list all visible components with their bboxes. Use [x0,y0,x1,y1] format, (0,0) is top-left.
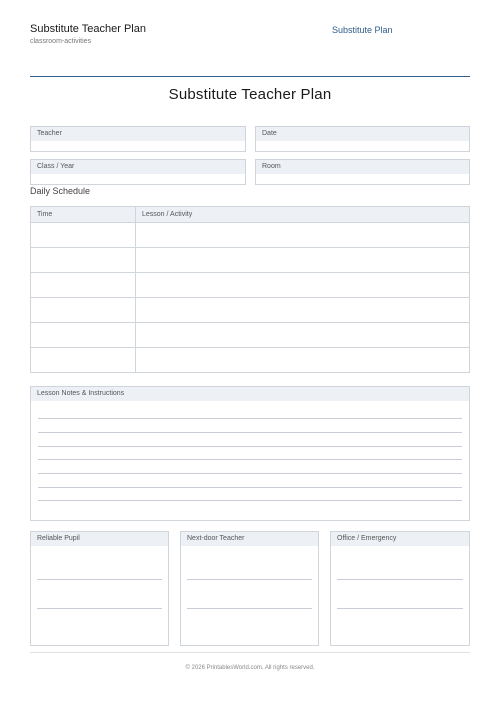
class-year-field-label: Class / Year [31,159,245,174]
room-field-label: Room [256,159,469,174]
schedule-row [31,273,470,298]
writing-line [38,432,462,433]
time-column-header: Time [31,207,136,223]
schedule-row [31,298,470,323]
writing-line [187,579,312,580]
time-cell[interactable] [31,248,136,273]
next-door-teacher-label: Next-door Teacher [181,532,318,546]
activity-cell[interactable] [136,298,470,323]
writing-line [337,608,463,609]
date-field-label: Date [256,126,469,141]
time-cell[interactable] [31,298,136,323]
site-title: Substitute Teacher Plan [30,23,146,35]
writing-line [38,500,462,501]
header-divider [30,76,470,77]
lesson-notes-label: Lesson Notes & Instructions [31,387,469,401]
reliable-pupil-card[interactable] [30,531,169,646]
category-label: classroom-activities [30,38,92,45]
time-cell[interactable] [31,223,136,248]
activity-cell[interactable] [136,323,470,348]
activity-cell[interactable] [136,273,470,298]
time-cell[interactable] [31,273,136,298]
office-emergency-label: Office / Emergency [331,532,469,546]
writing-line [337,579,463,580]
schedule-row [31,323,470,348]
writing-line [38,473,462,474]
daily-schedule-heading: Daily Schedule [30,186,91,196]
class-year-field[interactable] [30,159,246,185]
writing-line [38,459,462,460]
footer-divider [30,652,470,653]
schedule-row [31,223,470,248]
writing-line [38,446,462,447]
time-cell[interactable] [31,348,136,373]
activity-cell[interactable] [136,223,470,248]
activity-cell[interactable] [136,348,470,373]
time-cell[interactable] [31,323,136,348]
schedule-row [31,248,470,273]
date-field[interactable] [255,126,470,152]
next-door-teacher-card[interactable] [180,531,319,646]
teacher-field-label: Teacher [31,126,245,141]
writing-line [37,608,162,609]
room-field[interactable] [255,159,470,185]
writing-line [38,418,462,419]
writing-line [37,579,162,580]
office-emergency-card[interactable] [330,531,470,646]
schedule-table [30,206,470,373]
substitute-plan-link[interactable]: Substitute Plan [332,25,393,35]
copyright-notice: © 2026 PrintablesWorld.com. All rights reserved. [185,665,315,671]
reliable-pupil-label: Reliable Pupil [31,532,168,546]
writing-line [38,487,462,488]
writing-line [187,608,312,609]
schedule-row [31,348,470,373]
schedule-header-row [31,207,470,223]
document-title: Substitute Teacher Plan [168,86,332,103]
activity-column-header: Lesson / Activity [136,207,470,223]
lesson-notes-box[interactable] [30,386,470,521]
activity-cell[interactable] [136,248,470,273]
teacher-field[interactable] [30,126,246,152]
